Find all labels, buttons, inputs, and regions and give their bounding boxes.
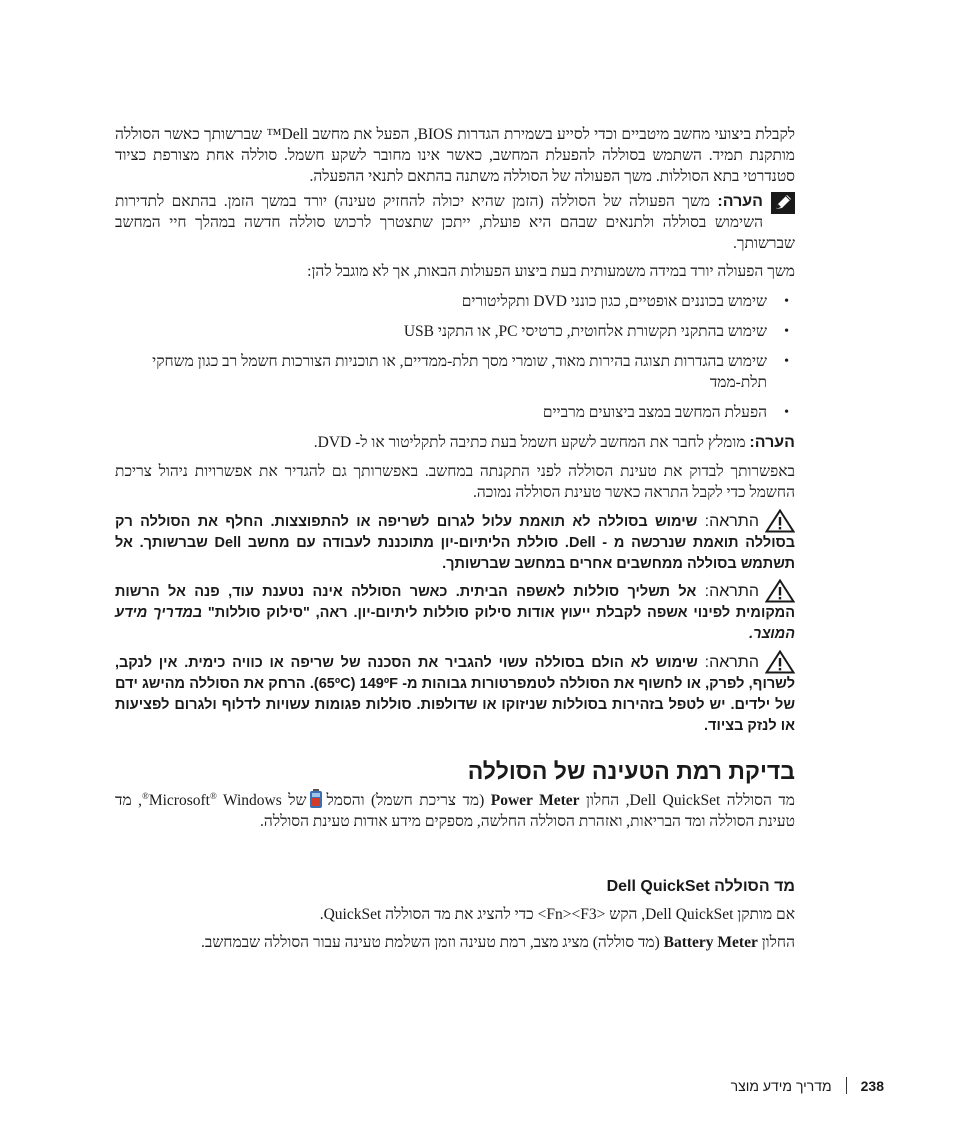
caution-incompatible-battery <box>115 511 795 575</box>
caution-text: שימוש בסוללה לא תואמת עלול לגרום לשריפה או להתפוצצות. החלף את הסוללה רק בסוללה תואמת שנרכשה מ - Dell. סוללת הליתיום-יון מתוכננת לעבודה עם מחשב Dell שברשותך. אל תשתמש בסוללה ממחשבים אחרים במחשב שברשותך. <box>115 514 795 572</box>
note-text: משך הפעולה של הסוללה (הזמן שהיא יכולה להחזיק טעינה) יורד במשך הזמן. בהתאם לתדירות השימוש בסוללה ולתנאים שבהם היא פועלת, ייתכן שתצטרך לרכוש סוללה חדשה במהלך חיי המחשב שברשותך. <box>115 193 795 252</box>
battery-meter-line <box>115 932 795 953</box>
section-intro-c: של Microsoft <box>148 792 307 809</box>
subsection-heading: מד הסוללה Dell QuickSet <box>606 878 795 895</box>
page-footer <box>731 1077 884 1094</box>
section-intro-windows: Windows <box>222 792 282 809</box>
caution-disposal <box>115 581 795 645</box>
caution-label: התראה: <box>704 654 759 671</box>
pencil-note-icon <box>771 192 795 214</box>
caution-text: אל תשליך סוללות לאשפה הביתית. כאשר הסוללה אינה נטענת עוד, פנה אל הרשות המקומית לפינוי אשפה לקבלת ייעוץ אודות סילוק סוללות ליתיום-יון. ראה, "סילוק סוללות" <box>115 584 795 621</box>
quickset-line: אם מותקן Dell QuickSet, הקש <Fn><F3> כדי להציג את מד הסוללה QuickSet. <box>319 906 795 923</box>
section-intro-a: מד הסוללה Dell QuickSet, החלון <box>585 792 795 809</box>
power-meter-term: Power Meter <box>490 792 580 809</box>
list-item: • שימוש בהגדרות תצוגה בהירות מאוד, שומרי מסך תלת-ממדיים, או תוכניות הצורכות חשמל רב כגון משחקי תלת-ממד <box>115 351 795 393</box>
battery-meter-line-b: (מד סוללה) מציג מצב, רמת טעינה וזמן השלמת טעינה עבור הסוללה שבמחשב. <box>200 934 660 951</box>
note-battery-life <box>115 191 795 254</box>
section-intro <box>115 789 795 832</box>
caution-misuse <box>115 652 795 737</box>
registered-mark: ® <box>209 790 217 801</box>
warning-triangle-icon <box>765 509 795 533</box>
list-item: • שימוש בכוננים אופטיים, כגון כונני DVD ותקליטורים <box>115 291 795 312</box>
battery-meter-icon <box>309 789 323 809</box>
check-charge-paragraph: באפשרותך לבדוק את טעינת הסוללה לפני התקנתה במחשב. באפשרותך גם להגדיר את אפשרויות ניהול צריכת החשמל כדי לקבל התראה כאשר טעינת הסוללה נמוכה. <box>115 463 795 501</box>
footer-divider <box>846 1077 847 1094</box>
note-label: הערה: <box>717 193 763 210</box>
warning-triangle-icon <box>765 650 795 674</box>
battery-meter-term: Battery Meter <box>663 934 758 951</box>
usage-bullet-list <box>115 291 795 432</box>
section-intro-b: (מד צריכת חשמל) והסמל <box>326 792 485 809</box>
caution-italic-reference: במדריך מידע המוצר. <box>115 605 795 642</box>
registered-mark: ® <box>141 790 149 801</box>
page-number: 238 <box>860 1077 884 1094</box>
caution-label: התראה: <box>704 583 760 600</box>
note-dvd <box>115 432 795 453</box>
footer-title: מדריך מידע מוצר <box>730 1077 832 1094</box>
caution-label: התראה: <box>704 513 759 530</box>
battery-meter-line-a: החלון <box>761 934 795 951</box>
warning-triangle-icon <box>765 579 795 603</box>
intro-paragraph: לקבלת ביצועי מחשב מיטביים וכדי לסייע בשמירת הגדרות BIOS, הפעל את מחשב Dell™ שברשותך כאשר הסוללה מותקנת תמיד. השתמש בסוללה להפעלת המחשב, כאשר אינו מחובר לשקע חשמל. סוללה אחת מצורפת כציוד סטנדרטי בתא הסוללות. משך הפעולה של הסוללה משתנה בהתאם לתנאי ההפעלה. <box>115 126 795 185</box>
list-item: • שימוש בהתקני תקשורת אלחוטית, כרטיסי PC, או התקני USB <box>115 321 795 342</box>
caution-text: שימוש לא הולם בסוללה עשוי להגביר את הסכנה של שריפה או כוויה כימית. אין לנקב, לשרוף, לפרק, או לחשוף את הסוללה לטמפרטורות גבוהות מ- 65ºC) 149ºF). הרחק את הסוללה מהישג ידם של ילדים. יש לטפל בזהירות בסוללות שניזוקו או שדולפות. סוללות פגומות עשויות לדלוף ולגרום לפציעות או לנזק בציוד. <box>115 655 796 734</box>
note-text: מומלץ לחבר את המחשב לשקע חשמל בעת כתיבה לתקליטור או ל- DVD. <box>313 434 746 451</box>
section-intro-d: , מד טעינת הסוללה ומד הבריאות, ואזהרת הסוללה החלשה, מספקים מידע אודות טעינת הסוללה. <box>115 792 795 830</box>
section-heading: בדיקת רמת הטעינה של הסוללה <box>467 758 795 784</box>
list-item: • הפעלת המחשב במצב ביצועים מרביים <box>115 402 795 423</box>
note-label: הערה: <box>749 434 795 451</box>
reduce-intro: משך הפעולה יורד במידה משמעותית בעת ביצוע הפעולות הבאות, אך לא מוגבל להן: <box>307 263 795 280</box>
